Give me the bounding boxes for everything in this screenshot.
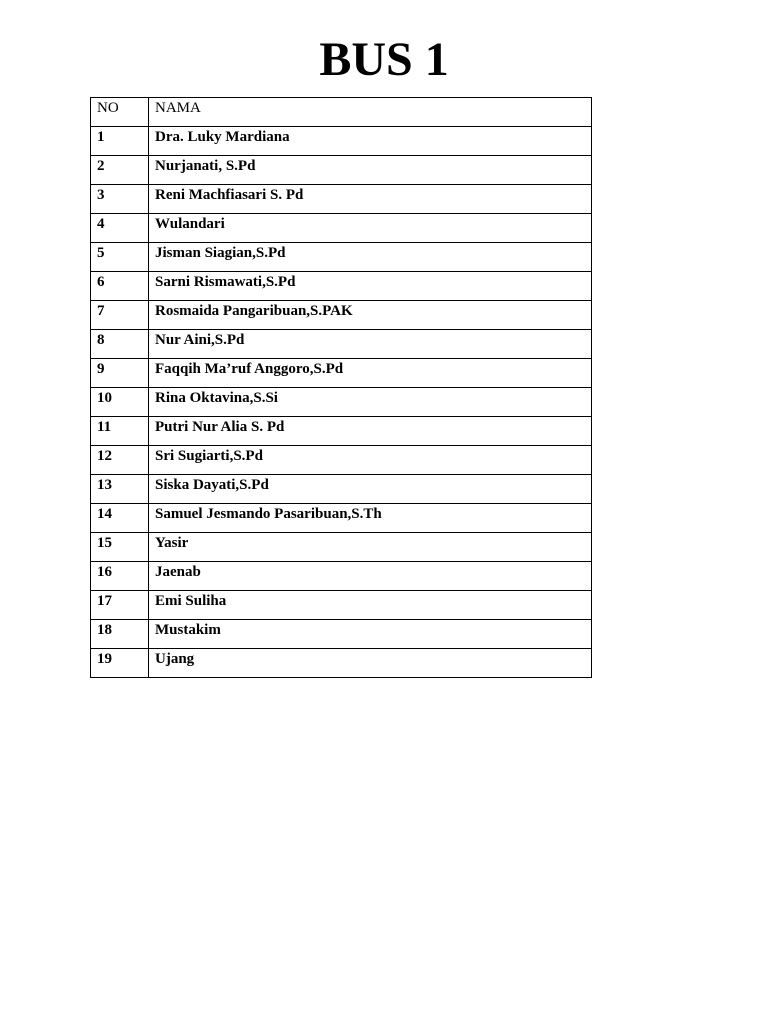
table-row	[91, 156, 592, 185]
table-row	[91, 475, 592, 504]
table-row	[91, 214, 592, 243]
cell-nama: Rina Oktavina,S.Si	[149, 388, 592, 417]
page-title: BUS 1	[319, 33, 449, 86]
cell-nama: Faqqih Ma’ruf Anggoro,S.Pd	[149, 359, 592, 388]
cell-no: 5	[91, 243, 149, 272]
table-row	[91, 591, 592, 620]
table-row	[91, 185, 592, 214]
table-row	[91, 417, 592, 446]
table-row	[91, 562, 592, 591]
cell-nama: Reni Machfiasari S. Pd	[149, 185, 592, 214]
cell-nama: Wulandari	[149, 214, 592, 243]
cell-no: 1	[91, 127, 149, 156]
table-row	[91, 359, 592, 388]
cell-nama: Dra. Luky Mardiana	[149, 127, 592, 156]
header-no: NO	[91, 98, 149, 127]
cell-no: 18	[91, 620, 149, 649]
cell-nama: Jisman Siagian,S.Pd	[149, 243, 592, 272]
cell-nama: Siska Dayati,S.Pd	[149, 475, 592, 504]
cell-no: 14	[91, 504, 149, 533]
cell-no: 15	[91, 533, 149, 562]
cell-no: 12	[91, 446, 149, 475]
table-row	[91, 533, 592, 562]
cell-nama: Ujang	[149, 649, 592, 678]
cell-nama: Sri Sugiarti,S.Pd	[149, 446, 592, 475]
table-row	[91, 301, 592, 330]
cell-nama: Emi Suliha	[149, 591, 592, 620]
header-nama: NAMA	[149, 98, 592, 127]
passenger-table	[90, 97, 592, 678]
table-row	[91, 272, 592, 301]
table-row	[91, 504, 592, 533]
cell-no: 13	[91, 475, 149, 504]
cell-nama: Jaenab	[149, 562, 592, 591]
table-row	[91, 620, 592, 649]
cell-nama: Rosmaida Pangaribuan,S.PAK	[149, 301, 592, 330]
cell-nama: Samuel Jesmando Pasaribuan,S.Th	[149, 504, 592, 533]
table-header-row	[91, 98, 592, 127]
cell-no: 19	[91, 649, 149, 678]
cell-nama: Nurjanati, S.Pd	[149, 156, 592, 185]
table-row	[91, 388, 592, 417]
cell-no: 7	[91, 301, 149, 330]
cell-no: 8	[91, 330, 149, 359]
cell-nama: Mustakim	[149, 620, 592, 649]
table-row	[91, 649, 592, 678]
cell-no: 9	[91, 359, 149, 388]
table-row	[91, 446, 592, 475]
table-body	[91, 127, 592, 678]
cell-no: 16	[91, 562, 149, 591]
cell-nama: Nur Aini,S.Pd	[149, 330, 592, 359]
cell-no: 10	[91, 388, 149, 417]
cell-no: 11	[91, 417, 149, 446]
cell-nama: Sarni Rismawati,S.Pd	[149, 272, 592, 301]
cell-nama: Putri Nur Alia S. Pd	[149, 417, 592, 446]
cell-no: 4	[91, 214, 149, 243]
cell-no: 17	[91, 591, 149, 620]
cell-no: 3	[91, 185, 149, 214]
cell-nama: Yasir	[149, 533, 592, 562]
table-row	[91, 127, 592, 156]
cell-no: 2	[91, 156, 149, 185]
table-row	[91, 243, 592, 272]
cell-no: 6	[91, 272, 149, 301]
table-row	[91, 330, 592, 359]
